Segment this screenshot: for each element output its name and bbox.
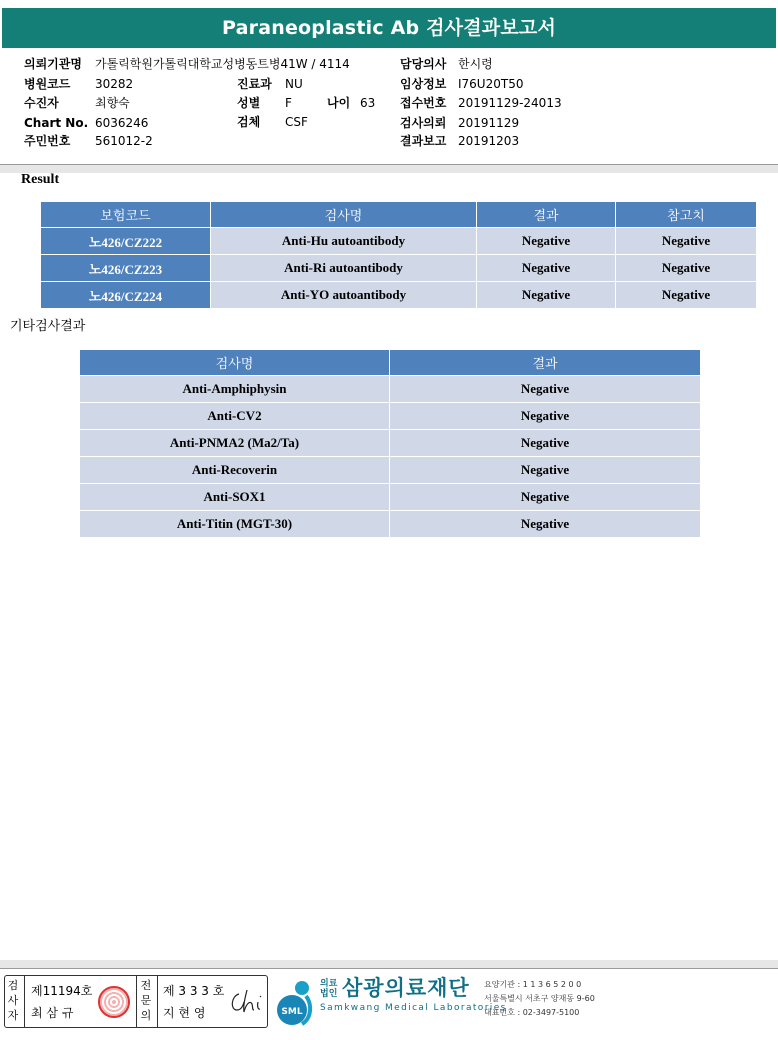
signature-separator — [136, 976, 137, 1027]
result-cell: Negative — [390, 511, 701, 538]
insurance-code-cell: 노426/CZ222 — [41, 228, 211, 255]
info-label: 수진자 — [24, 96, 59, 110]
info-row-patient-name — [24, 96, 224, 110]
lab-address: 서울특별시 서초구 양재동 9-60 — [484, 994, 595, 1003]
insurance-code-cell: 노426/CZ223 — [41, 255, 211, 282]
insurance-code-cell: 노426/CZ224 — [41, 282, 211, 309]
reference-cell: Negative — [616, 228, 757, 255]
result-cell: Negative — [477, 255, 616, 282]
result-cell: Negative — [390, 430, 701, 457]
inspector-label: 검사자 — [7, 979, 19, 1022]
report-footer — [0, 970, 778, 1040]
table-row — [80, 430, 701, 457]
info-row-age — [327, 96, 387, 110]
table-row — [80, 484, 701, 511]
lab-name: 삼광의료재단 — [342, 976, 470, 1000]
info-row-request-date — [400, 116, 600, 130]
column-header-insurance-code: 보험코드 — [41, 202, 211, 228]
sml-logo-icon — [272, 978, 318, 1030]
info-value: 최향숙 — [95, 96, 130, 110]
test-name-cell: Anti-Hu autoantibody — [211, 228, 477, 255]
specialist-license: 제 3 3 3 호 — [163, 984, 225, 998]
test-name-cell: Anti-Amphiphysin — [80, 376, 390, 403]
signature-separator — [24, 976, 25, 1027]
result-cell: Negative — [477, 228, 616, 255]
info-row-sex — [237, 96, 317, 110]
info-row-department — [237, 77, 357, 91]
info-row-hospital-code — [24, 77, 224, 91]
header-divider-shade — [0, 165, 778, 173]
info-value: 6036246 — [95, 116, 149, 130]
info-row-doctor — [400, 57, 600, 71]
column-header-test-name: 검사명 — [211, 202, 477, 228]
test-name-cell: Anti-YO autoantibody — [211, 282, 477, 309]
test-name-cell: Anti-Titin (MGT-30) — [80, 511, 390, 538]
info-label: 주민번호 — [24, 134, 71, 148]
info-value: NU — [285, 77, 303, 91]
other-section-label: 기타검사결과 — [10, 319, 86, 334]
info-row-resident-number — [24, 134, 224, 148]
lab-prefix-line: 의료 — [320, 979, 338, 989]
info-label: 의뢰기관명 — [24, 57, 82, 71]
info-value: CSF — [285, 115, 308, 129]
info-row-chart-no — [24, 116, 224, 130]
footer-divider-shade — [0, 960, 778, 968]
footer-divider — [0, 968, 778, 969]
test-name-cell: Anti-SOX1 — [80, 484, 390, 511]
info-label: 성별 — [237, 96, 261, 110]
info-value: 한시령 — [458, 57, 493, 71]
info-label: 진료과 — [237, 77, 272, 91]
signature-separator — [157, 976, 158, 1027]
table-row — [80, 376, 701, 403]
info-label: 결과보고 — [400, 134, 447, 148]
info-label: 담당의사 — [400, 57, 447, 71]
info-label: 임상정보 — [400, 77, 447, 91]
info-label: 검체 — [237, 115, 261, 129]
result-section-label: Result — [21, 172, 60, 187]
lab-code: 요양기관 : 1 1 3 6 5 2 0 0 — [484, 980, 582, 989]
info-row-clinical-info — [400, 77, 600, 91]
info-row-specimen — [237, 115, 357, 129]
info-value: 20191129 — [458, 116, 520, 130]
info-value: 561012-2 — [95, 134, 153, 148]
result-table — [40, 201, 757, 309]
report-title: Paraneoplastic Ab 검사결과보고서 — [2, 8, 776, 48]
result-cell: Negative — [390, 457, 701, 484]
result-cell: Negative — [390, 403, 701, 430]
column-header-test-name: 검사명 — [80, 350, 390, 376]
table-row — [41, 282, 757, 309]
lab-legal-prefix — [320, 979, 337, 999]
signature-box — [4, 975, 268, 1028]
inspector-license: 제11194호 — [31, 984, 93, 998]
info-row-report-date — [400, 134, 600, 148]
info-label: 접수번호 — [400, 96, 447, 110]
test-name-cell: Anti-PNMA2 (Ma2/Ta) — [80, 430, 390, 457]
table-row — [80, 457, 701, 484]
result-cell: Negative — [390, 484, 701, 511]
info-value: 63 — [360, 96, 376, 110]
info-value: 가톨릭학원가톨릭대학교성병동트병41W / 4114 — [95, 57, 350, 71]
info-label: 병원코드 — [24, 77, 71, 91]
lab-name-english: Samkwang Medical Laboratories — [320, 1003, 507, 1013]
inspector-name: 최 삼 규 — [31, 1006, 74, 1020]
info-row-requesting-institution — [24, 57, 384, 71]
test-name-cell: Anti-Recoverin — [80, 457, 390, 484]
info-label: 검사의뢰 — [400, 116, 447, 130]
info-label: 나이 — [327, 96, 351, 110]
table-row — [80, 403, 701, 430]
test-name-cell: Anti-Ri autoantibody — [211, 255, 477, 282]
reference-cell: Negative — [616, 282, 757, 309]
official-seal-icon — [98, 986, 130, 1018]
specialist-name: 지 현 영 — [163, 1006, 206, 1020]
info-value: 30282 — [95, 77, 134, 91]
result-table-header — [41, 202, 757, 228]
info-value: I76U20T50 — [458, 77, 524, 91]
lab-phone: 대표번호 : 02-3497-5100 — [484, 1008, 580, 1017]
table-row — [80, 511, 701, 538]
info-value: 20191129-24013 — [458, 96, 562, 110]
other-table-header — [80, 350, 701, 376]
test-name-cell: Anti-CV2 — [80, 403, 390, 430]
result-cell: Negative — [477, 282, 616, 309]
table-row — [41, 255, 757, 282]
other-results-table — [79, 349, 701, 538]
info-row-receipt-number — [400, 96, 620, 110]
specialist-label: 전문의 — [140, 979, 152, 1022]
result-cell: Negative — [390, 376, 701, 403]
info-value: 20191203 — [458, 134, 520, 148]
column-header-reference: 참고치 — [616, 202, 757, 228]
logo-text: SML — [281, 1007, 303, 1017]
handwritten-signature-icon — [227, 988, 265, 1016]
lab-prefix-line: 법인 — [320, 989, 338, 999]
reference-cell: Negative — [616, 255, 757, 282]
table-row — [41, 228, 757, 255]
info-label: Chart No. — [24, 116, 89, 130]
info-value: F — [285, 96, 292, 110]
column-header-result: 결과 — [390, 350, 701, 376]
column-header-result: 결과 — [477, 202, 616, 228]
